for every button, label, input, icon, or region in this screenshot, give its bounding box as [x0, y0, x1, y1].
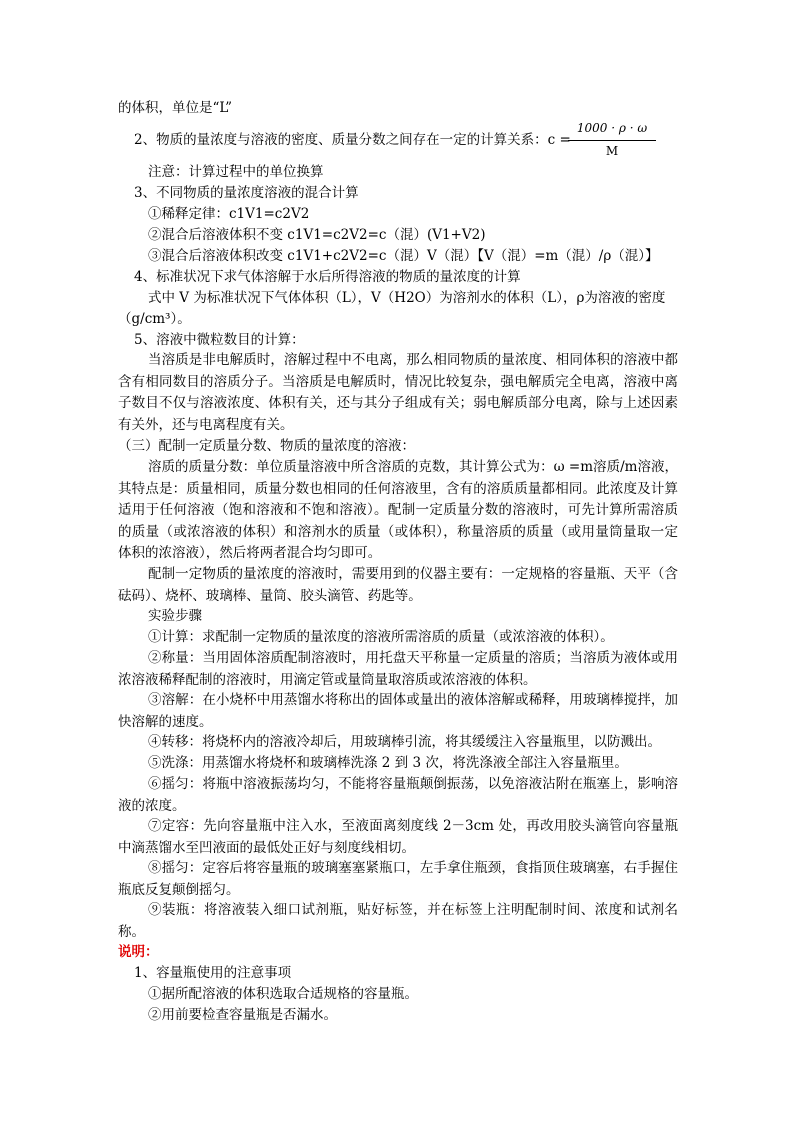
- paragraph: 当溶质是非电解质时，溶解过程中不电离，那么相同物质的量浓度、相同体积的溶液中都含有相同数目的溶质分子。当溶质是电解质时，情况比较复杂，强电解质完全电离，溶液中离子数目不仅与溶液浓度、体积有关，还与其分子组成有关；弱电解质部分电离，除与上述因素有关外，还与电离程度有关。: [118, 352, 678, 433]
- paragraph: 配制一定物质的量浓度的溶液时，需要用到的仪器主要有：一定规格的容量瓶、天平（含砝码）、烧杯、玻璃棒、量筒、胶头滴管、药匙等。: [118, 566, 678, 604]
- section-heading: 3、不同物质的量浓度溶液的混合计算: [134, 185, 359, 201]
- step-item: ⑧摇匀：定容后将容量瓶的玻璃塞塞紧瓶口，左手拿住瓶颈，食指顶住玻璃塞，右手握住瓶底反复颠倒摇匀。: [118, 860, 678, 898]
- step-item: ②称量：当用固体溶质配制溶液时，用托盘天平称量一定质量的溶质；当溶质为液体或用浓溶液稀释配制的溶液时，用滴定管或量筒量取溶质或浓溶液的体积。: [118, 650, 678, 688]
- density-concentration-formula: [566, 120, 658, 164]
- step-item: ⑦定容：先向容量瓶中注入水，至液面离刻度线 2－3cm 处，再改用胶头滴管向容量瓶中滴蒸馏水至凹液面的最低处正好与刻度线相切。: [118, 818, 678, 856]
- note-title: 说明：: [118, 944, 159, 960]
- text-line: 的体积，单位是“L”: [118, 100, 233, 116]
- formula-intro-line: 2、物质的量浓度与溶液的密度、质量分数之间存在一定的计算关系：c =: [134, 132, 571, 148]
- note-heading: 1、容量瓶使用的注意事项: [134, 965, 292, 981]
- step-item: ⑥摇匀：将瓶中溶液振荡均匀，不能将容量瓶颠倒振荡，以免溶液沾附在瓶塞上，影响溶液的浓度。: [118, 776, 678, 814]
- step-item: ③溶解：在小烧杯中用蒸馏水将称出的固体或量出的液体溶解或稀释，用玻璃棒搅拌，加快溶解的速度。: [118, 692, 678, 730]
- step-item: ①计算：求配制一定物质的量浓度的溶液所需溶质的质量（或浓溶液的体积）。: [148, 629, 614, 645]
- subheading: 实验步骤: [148, 608, 202, 624]
- text-line: 注意：计算过程中的单位换算: [148, 164, 324, 180]
- text-line: （g/cm³）。: [118, 311, 191, 327]
- fraction-bar: [568, 140, 656, 141]
- step-item: ⑤洗涤：用蒸馏水将烧杯和玻璃棒洗涤 2 到 3 次，将洗涤液全部注入容量瓶里。: [148, 755, 628, 771]
- text-line: 式中 V 为标准状况下气体体积（L），V（H2O）为溶剂水的体积（L），ρ为溶液的密度: [148, 290, 666, 306]
- note-item: ①据所配溶液的体积选取合适规格的容量瓶。: [148, 986, 418, 1002]
- text-line: ①稀释定律：c1V1=c2V2: [148, 206, 310, 222]
- step-item: ④转移：将烧杯内的溶液冷却后，用玻璃棒引流，将其缓缓注入容量瓶里，以防溅出。: [148, 734, 661, 750]
- section-heading: （三）配制一定质量分数、物质的量浓度的溶液：: [118, 438, 415, 454]
- section-heading: 4、标准状况下求气体溶解于水后所得溶液的物质的量浓度的计算: [134, 269, 521, 285]
- step-item: ⑨装瓶：将溶液装入细口试剂瓶，贴好标签，并在标签上注明配制时间、浓度和试剂名称。: [118, 902, 678, 940]
- text-line: ③混合后溶液体积改变 c1V1+c2V2=c（混）V（混）【V（混）=m（混）/ρ（混）】: [148, 248, 659, 264]
- formula-numerator: 1000 · ρ · ω: [576, 121, 648, 135]
- formula-denominator: M: [605, 144, 619, 158]
- text-line: ②混合后溶液体积不变 c1V1=c2V2=c（混）(V1+V2): [148, 227, 486, 243]
- section-heading: 5、溶液中微粒数目的计算：: [134, 332, 305, 348]
- note-item: ②用前要检查容量瓶是否漏水。: [148, 1007, 337, 1023]
- paragraph: 溶质的质量分数：单位质量溶液中所含溶质的克数，其计算公式为：ω =m溶质/m溶液，其特点是：质量相同，质量分数也相同的任何溶液里，含有的溶质质量都相同。此浓度及计算适用于任何溶液（饱和溶液和不饱和溶液）。配制一定质量分数的溶液时，可先计算所需溶质的质量（或浓溶液的体积）和溶剂水的质量（或体积），称量溶质的质量（或用量筒量取一定体积的浓溶液），然后将两者混合均匀即可。: [118, 459, 678, 561]
